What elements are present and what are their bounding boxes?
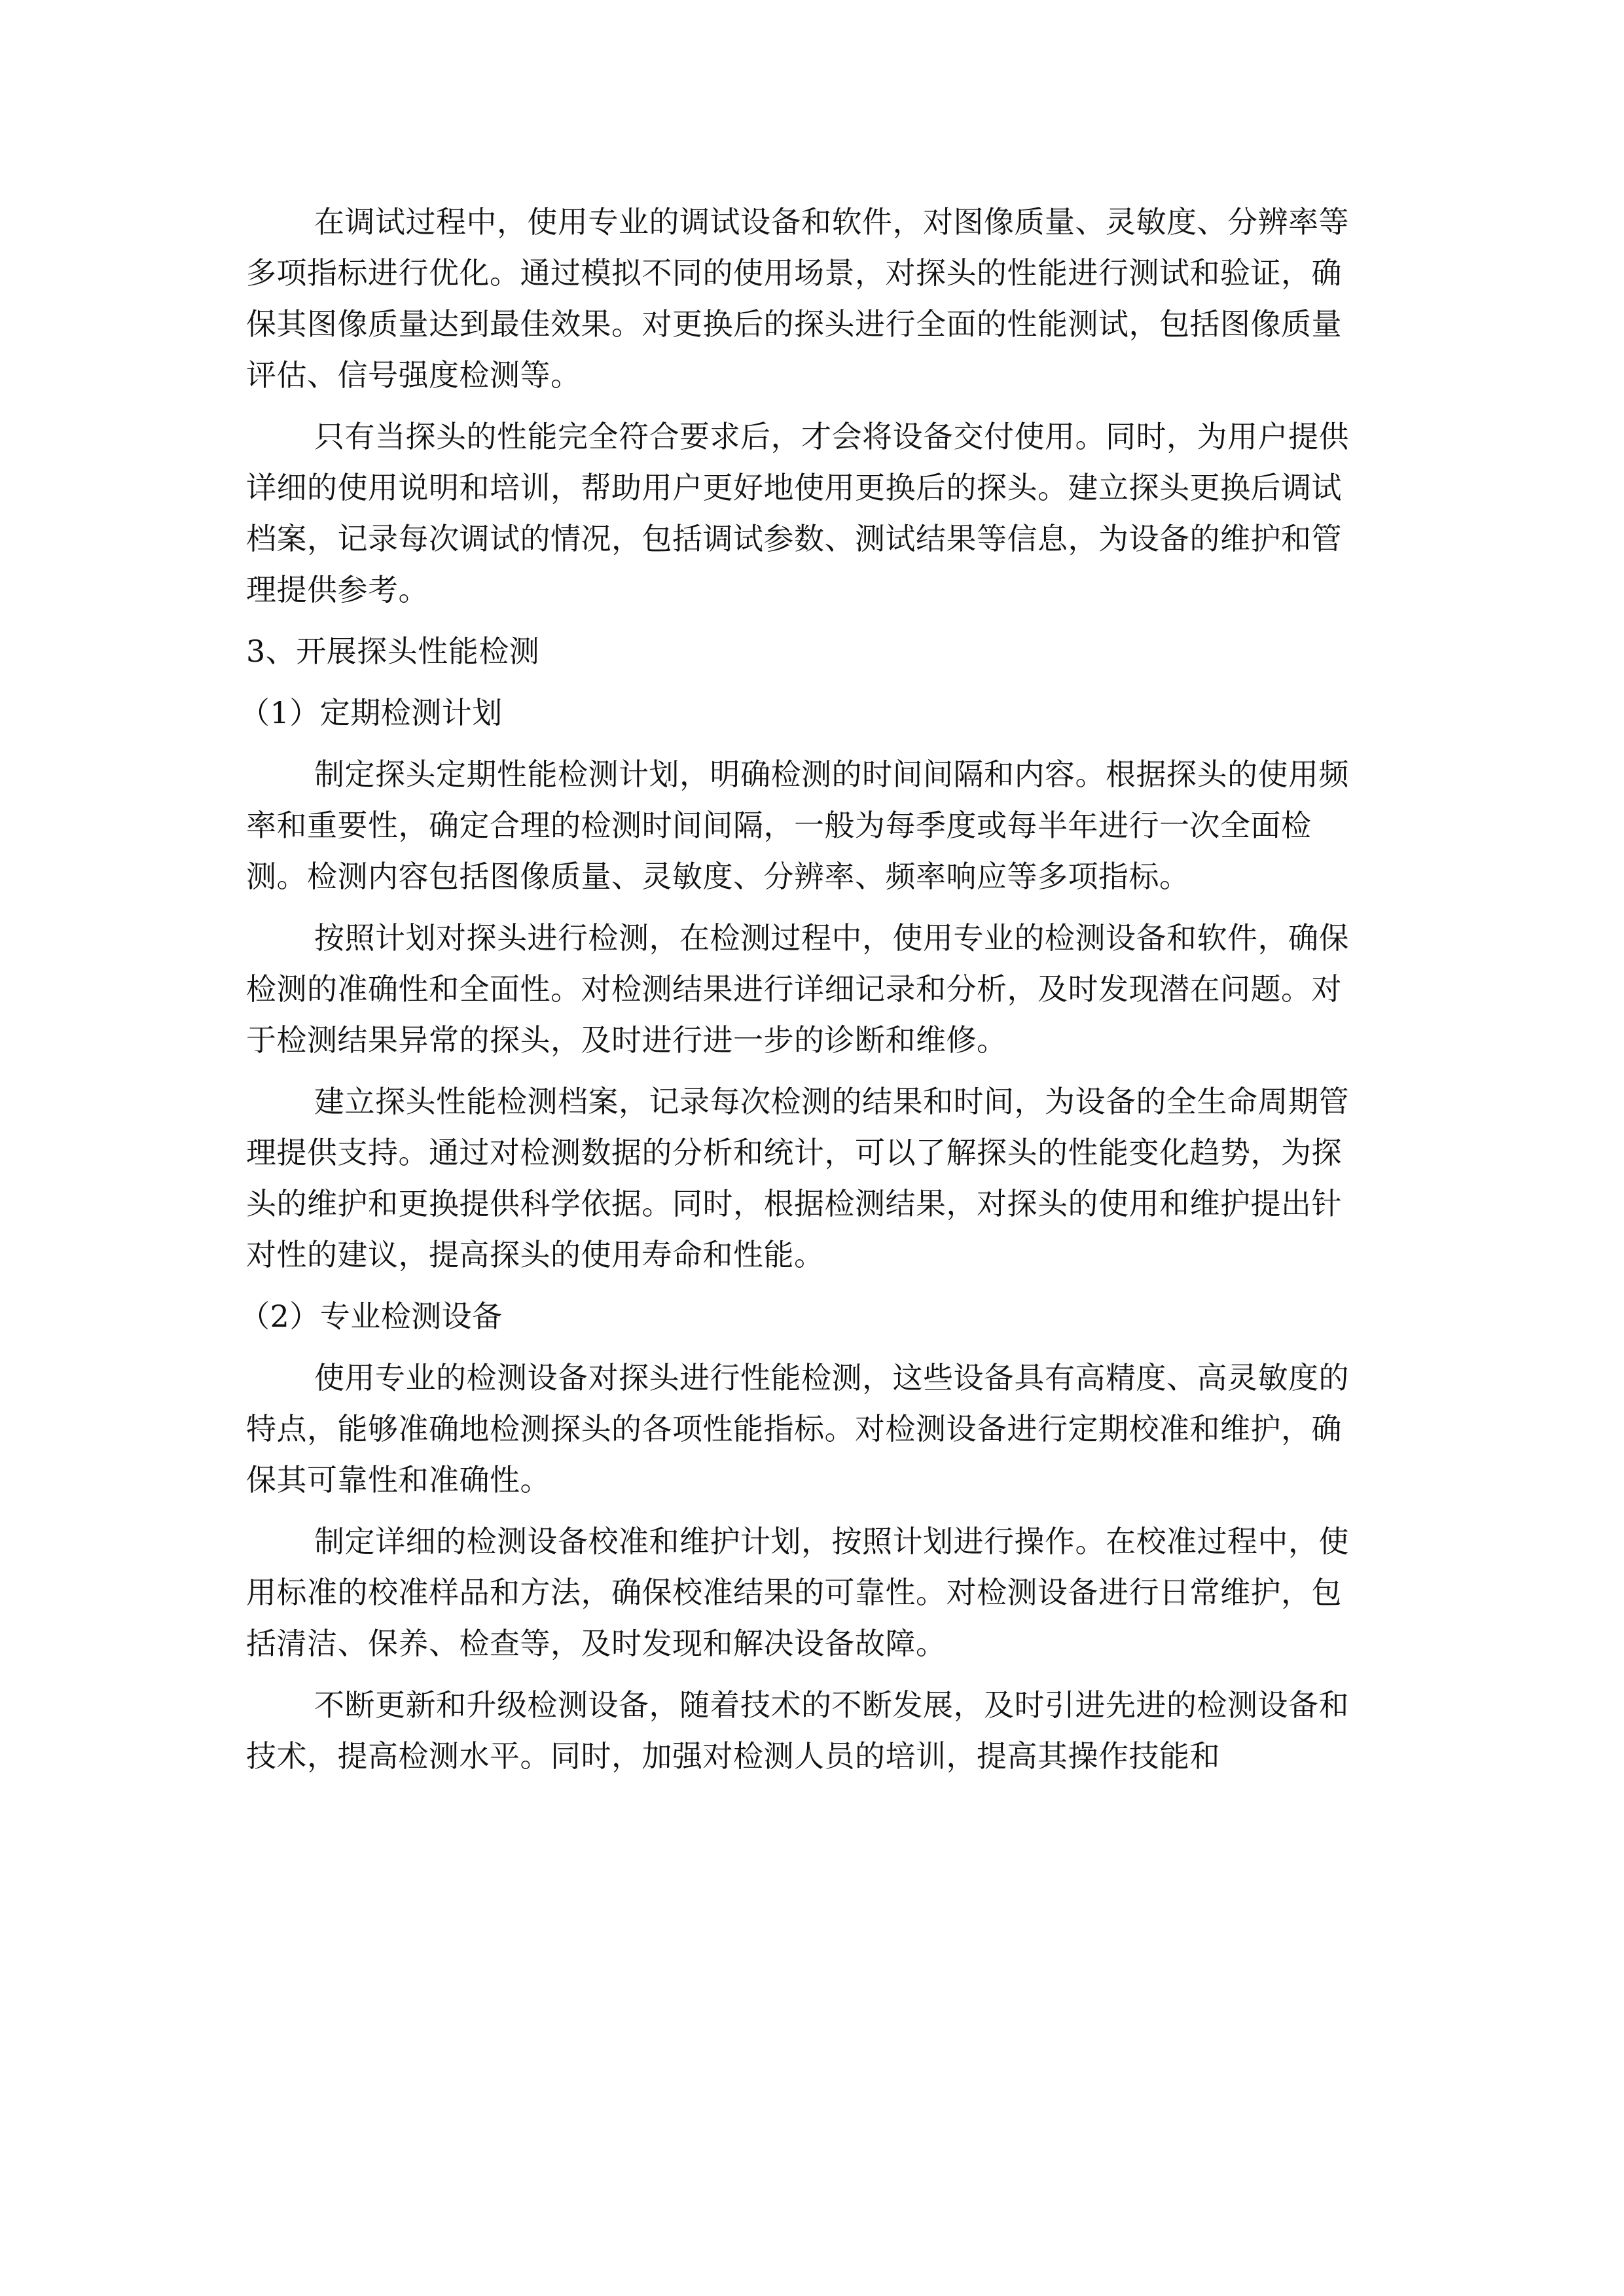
document-body — [240, 196, 1372, 1792]
paragraph-equipment-upgrade: 不断更新和升级检测设备，随着技术的不断发展，及时引进先进的检测设备和技术，提高检测水平。同时，加强对检测人员的培训，提高其操作技能和 — [246, 1687, 1349, 1774]
paragraph-testing-execution: 按照计划对探头进行检测，在检测过程中，使用专业的检测设备和软件，确保检测的准确性和全面性。对检测结果进行详细记录和分析，及时发现潜在问题。对于检测结果异常的探头，及时进行进一步的诊断和维修。 — [246, 920, 1349, 1058]
section-heading-probe-performance-testing: 3、开展探头性能检测 — [246, 634, 540, 669]
paragraph-testing-archive: 建立探头性能检测档案，记录每次检测的结果和时间，为设备的全生命周期管理提供支持。通过对检测数据的分析和统计，可以了解探头的性能变化趋势，为探头的维护和更换提供科学依据。同时，根据检测结果，对探头的使用和维护提出针对性的建议，提高探头的使用寿命和性能。 — [246, 1084, 1349, 1272]
paragraph-equipment-calibration: 制定详细的检测设备校准和维护计划，按照计划进行操作。在校准过程中，使用标准的校准样品和方法，确保校准结果的可靠性。对检测设备进行日常维护，包括清洁、保养、检查等，及时发现和解决设备故障。 — [246, 1524, 1349, 1661]
subheading-professional-equipment: （2）专业检测设备 — [240, 1299, 503, 1334]
paragraph-delivery-and-archive: 只有当探头的性能完全符合要求后，才会将设备交付使用。同时，为用户提供详细的使用说明和培训，帮助用户更好地使用更换后的探头。建立探头更换后调试档案，记录每次调试的情况，包括调试参数、测试结果等信息，为设备的维护和管理提供参考。 — [246, 419, 1349, 607]
paragraph-debugging-process: 在调试过程中，使用专业的调试设备和软件，对图像质量、灵敏度、分辨率等多项指标进行优化。通过模拟不同的使用场景，对探头的性能进行测试和验证，确保其图像质量达到最佳效果。对更换后的探头进行全面的性能测试，包括图像质量评估、信号强度检测等。 — [246, 204, 1349, 393]
subheading-periodic-testing-plan: （1）定期检测计划 — [240, 695, 503, 730]
paragraph-equipment-usage: 使用专业的检测设备对探头进行性能检测，这些设备具有高精度、高灵敏度的特点，能够准确地检测探头的各项性能指标。对检测设备进行定期校准和维护，确保其可靠性和准确性。 — [246, 1360, 1349, 1498]
paragraph-testing-plan: 制定探头定期性能检测计划，明确检测的时间间隔和内容。根据探头的使用频率和重要性，确定合理的检测时间间隔，一般为每季度或每半年进行一次全面检测。检测内容包括图像质量、灵敏度、分辨率、频率响应等多项指标。 — [246, 757, 1349, 894]
